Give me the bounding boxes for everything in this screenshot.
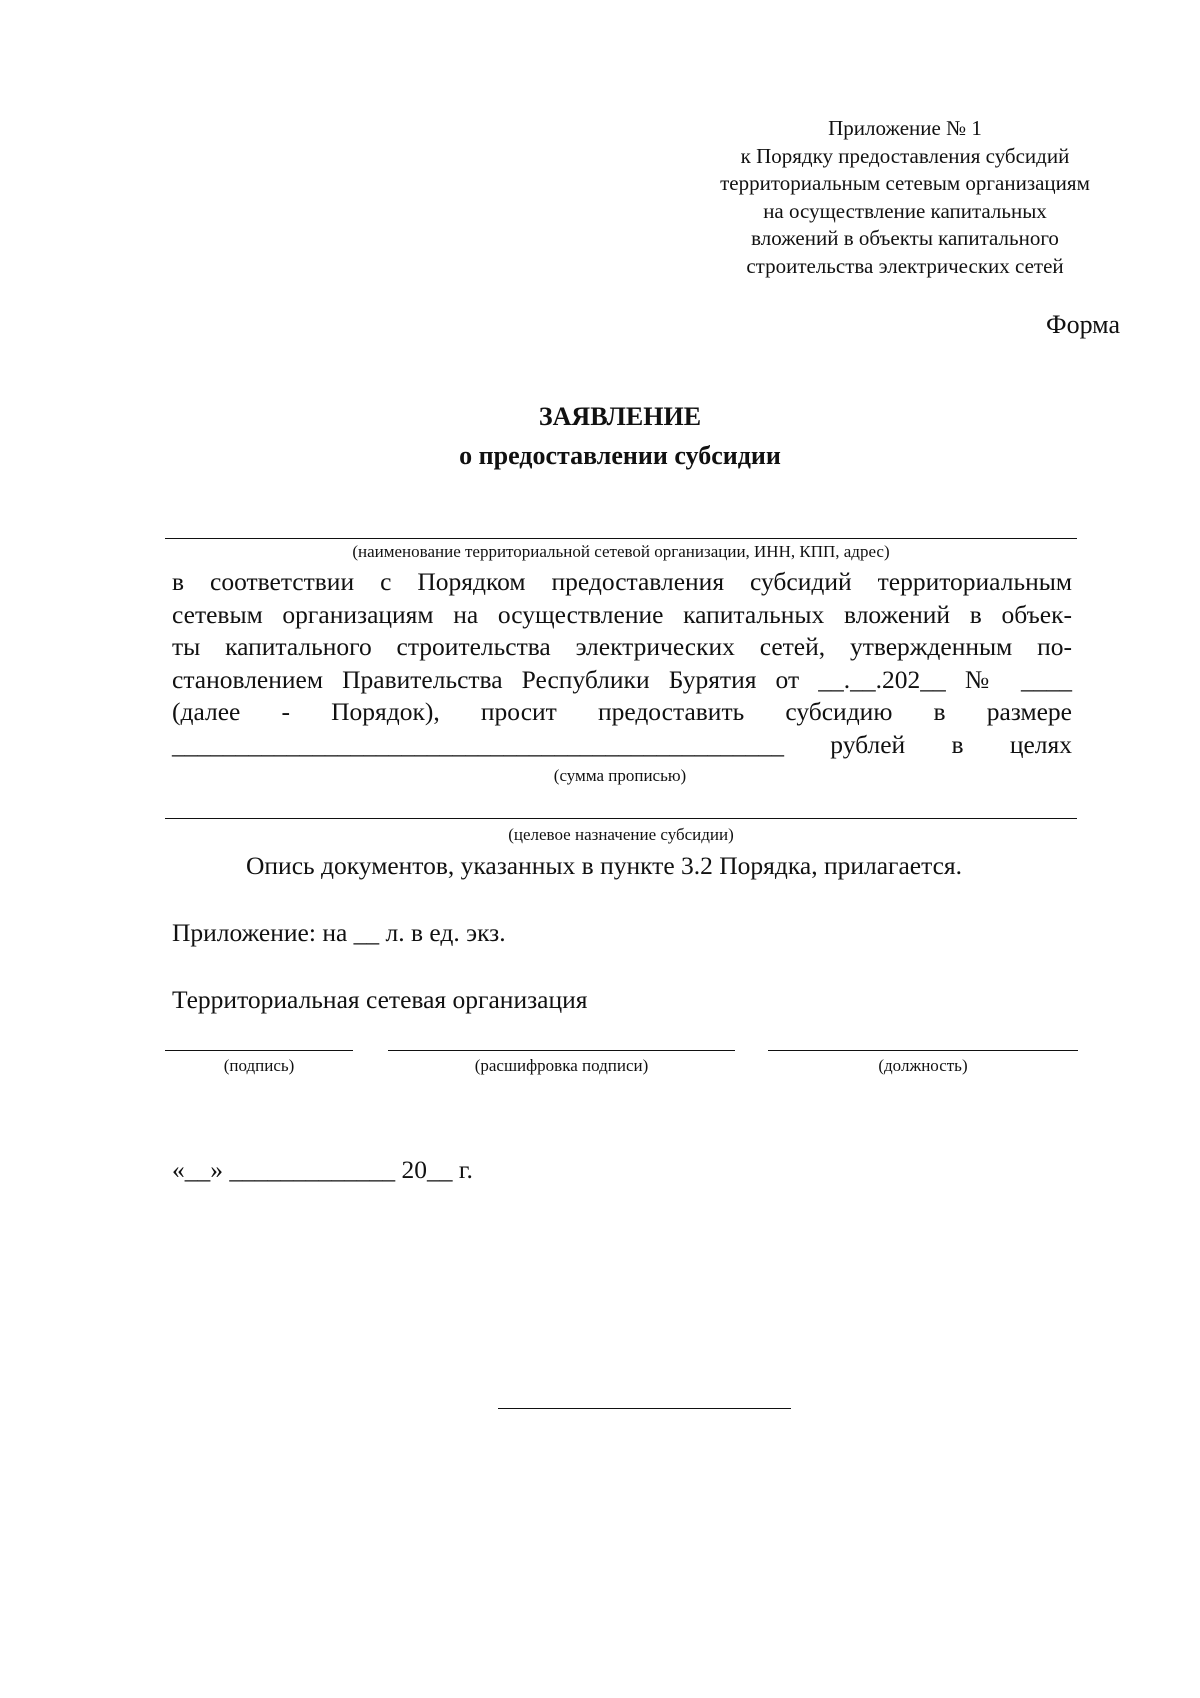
annex-line: на осуществление капитальных <box>763 198 1047 223</box>
body-line: сетевым организациям на осуществление капитальных вложений в объек- <box>172 599 1072 629</box>
form-label: Форма <box>1046 310 1120 339</box>
purpose-line <box>165 818 1077 819</box>
body-line: ________________________________________________ рублей в целях <box>172 729 1072 759</box>
inventory-text: Опись документов, указанных в пункте 3.2 Порядка, прилагается. <box>246 851 963 880</box>
annex-line: к Порядку предоставления субсидий <box>740 143 1070 168</box>
body-line: в соответствии с Порядком предоставления субсидий территориальным <box>172 567 1072 596</box>
position-caption: (должность) <box>878 1056 968 1075</box>
document-title: ЗАЯВЛЕНИЕ <box>538 402 702 431</box>
bottom-separator <box>498 1408 791 1409</box>
document-subtitle: о предоставлении субсидии <box>459 441 781 470</box>
amount-caption: (сумма прописью) <box>553 766 687 785</box>
signature-caption: (подпись) <box>223 1056 295 1075</box>
purpose-caption: (целевое назначение субсидии) <box>508 825 734 844</box>
org-name-line <box>165 538 1077 539</box>
org-name-caption: (наименование территориальной сетевой организации, ИНН, КПП, адрес) <box>352 542 890 561</box>
body-line: (далее - Порядок), просит предоставить субсидию в размере <box>172 697 1072 726</box>
attachment-text: Приложение: на __ л. в ед. экз. <box>172 918 506 947</box>
annex-header <box>690 115 1120 280</box>
organization-label: Территориальная сетевая организация <box>172 985 588 1014</box>
annex-line: территориальным сетевым организациям <box>720 171 1090 195</box>
body-line: ты капитального строительства электрических сетей, утвержденным по- <box>172 632 1072 661</box>
decoding-line <box>388 1050 735 1051</box>
annex-line: вложений в объекты капитального <box>751 226 1059 250</box>
body-paragraph <box>172 566 1072 761</box>
position-line <box>768 1050 1078 1051</box>
annex-line: строительства электрических сетей <box>746 253 1064 278</box>
signature-line <box>165 1050 353 1051</box>
annex-line: Приложение № 1 <box>828 116 982 140</box>
body-line: становлением Правительства Республики Бурятия от __.__.202__ № ____ <box>172 664 1072 694</box>
decoding-caption: (расшифровка подписи) <box>474 1056 649 1075</box>
date-line: «__» _____________ 20__ г. <box>172 1155 473 1184</box>
